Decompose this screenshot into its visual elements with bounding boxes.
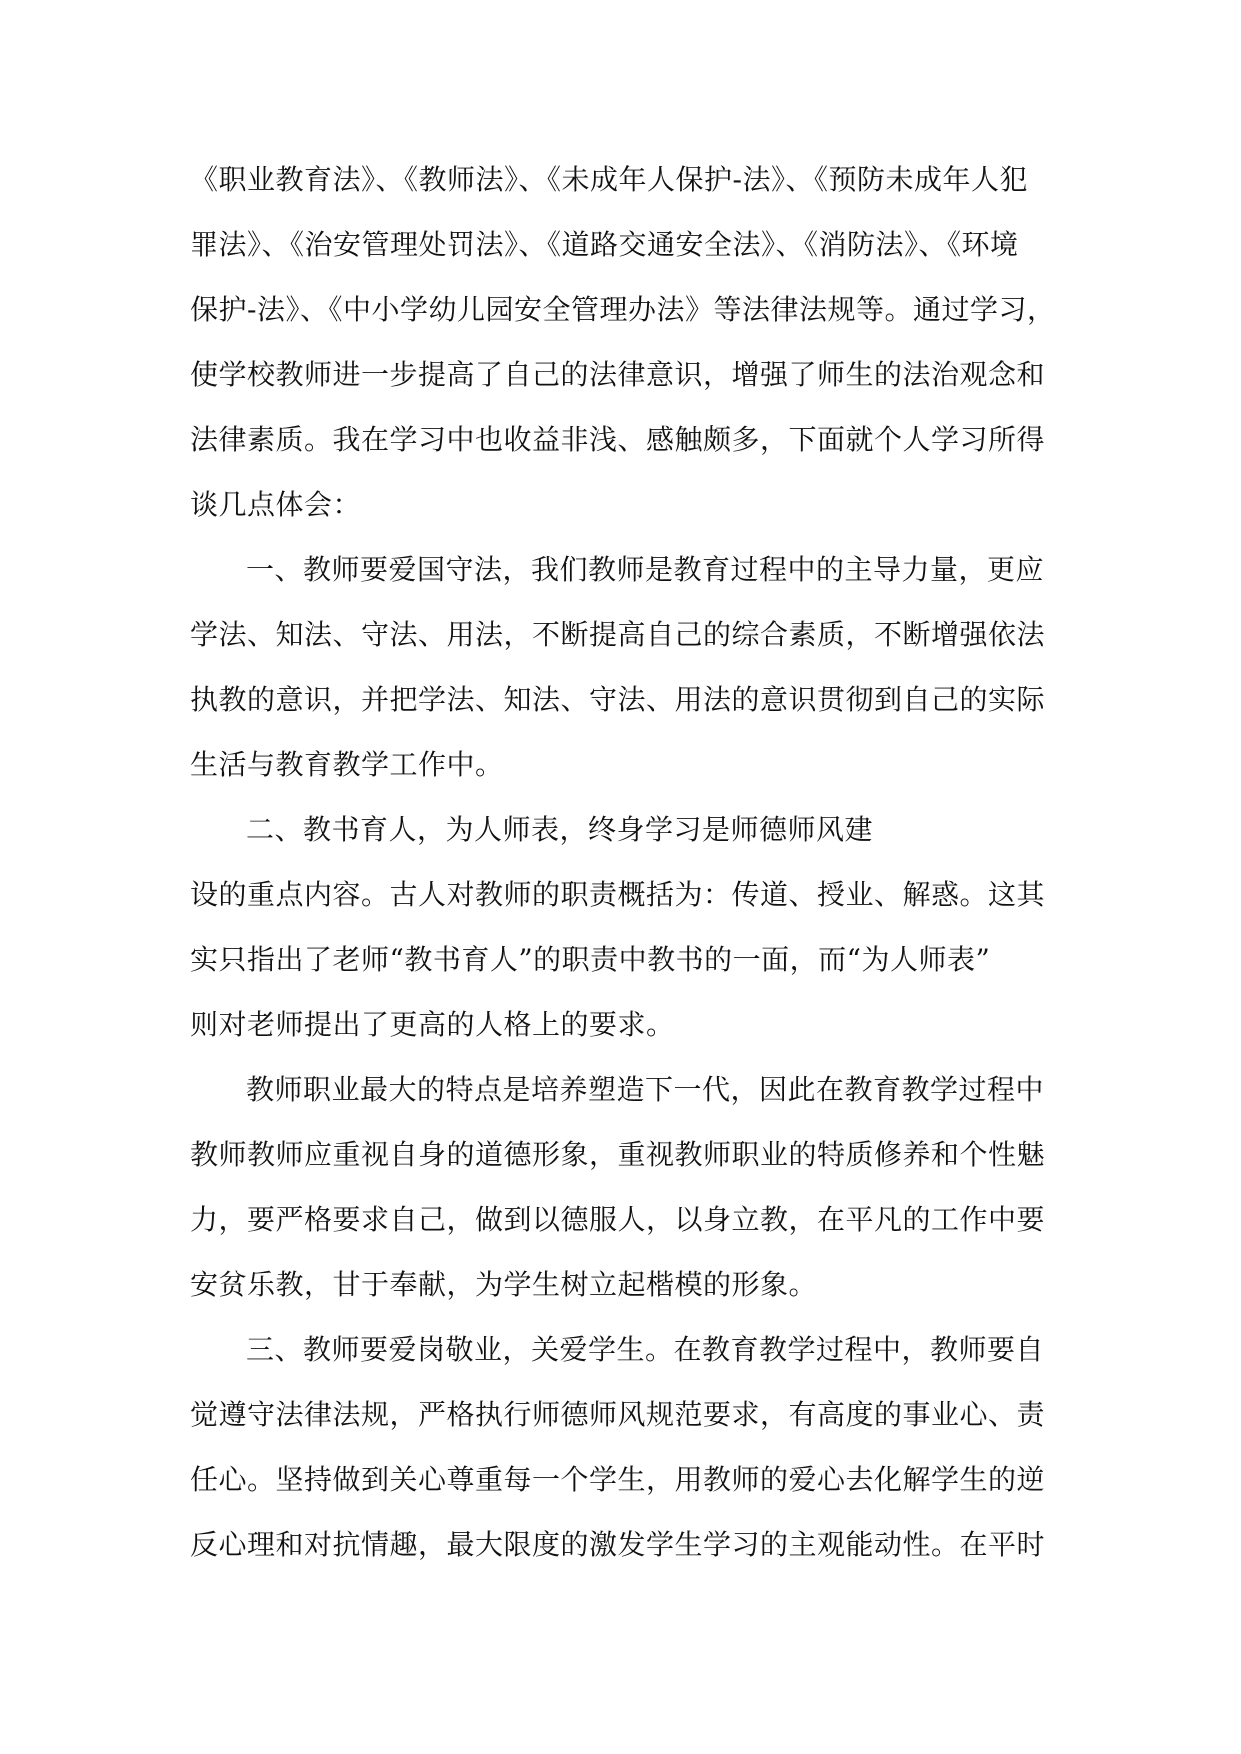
body-line: 教师教师应重视自身的道德形象，重视教师职业的特质修养和个性魅 xyxy=(190,1138,1046,1171)
body-line: 罪法》、《治安管理处罚法》、《道路交通安全法》、《消防法》、《环境 xyxy=(190,228,1019,261)
body-line: 觉遵守法律法规，严格执行师德师风规范要求，有高度的事业心、责 xyxy=(190,1398,1046,1431)
paragraph-first-line: 三、教师要爱岗敬业，关爱学生。在教育教学过程中，教师要自 xyxy=(246,1333,1045,1366)
body-line: 实只指出了老师“教书育人”的职责中教书的一面，而“为人师表” xyxy=(190,943,991,976)
paragraph-first-line: 一、教师要爱国守法，我们教师是教育过程中的主导力量，更应 xyxy=(246,553,1045,586)
body-line: 执教的意识，并把学法、知法、守法、用法的意识贯彻到自己的实际 xyxy=(190,683,1046,716)
body-line: 谈几点体会： xyxy=(190,488,362,521)
body-line: 任心。坚持做到关心尊重每一个学生，用教师的爱心去化解学生的逆 xyxy=(190,1463,1046,1496)
body-line: 设的重点内容。古人对教师的职责概括为：传道、授业、解惑。这其 xyxy=(190,878,1046,911)
body-line: 学法、知法、守法、用法，不断提高自己的综合素质，不断增强依法 xyxy=(190,618,1046,651)
paragraph-first-line: 教师职业最大的特点是培养塑造下一代，因此在教育教学过程中 xyxy=(246,1073,1045,1106)
body-line: 法律素质。我在学习中也收益非浅、感触颇多，下面就个人学习所得 xyxy=(190,423,1046,456)
body-line: 力，要严格要求自己，做到以德服人，以身立教，在平凡的工作中要 xyxy=(190,1203,1046,1236)
body-line: 生活与教育教学工作中。 xyxy=(190,748,504,781)
body-line: 《职业教育法》、《教师法》、《未成年人保护-法》、《预防未成年人犯 xyxy=(190,163,1028,196)
body-line: 安贫乐教，甘于奉献，为学生树立起楷模的形象。 xyxy=(190,1268,818,1301)
body-line: 则对老师提出了更高的人格上的要求。 xyxy=(190,1008,675,1041)
body-line: 使学校教师进一步提高了自己的法律意识，增强了师生的法治观念和 xyxy=(190,358,1046,391)
body-line: 反心理和对抗情趣，最大限度的激发学生学习的主观能动性。在平时 xyxy=(190,1528,1046,1561)
paragraph-first-line: 二、教书育人，为人师表，终身学习是师德师风建 xyxy=(246,813,874,846)
body-line: 保护-法》、《中小学幼儿园安全管理办法》等法律法规等。通过学习， xyxy=(190,293,1056,326)
